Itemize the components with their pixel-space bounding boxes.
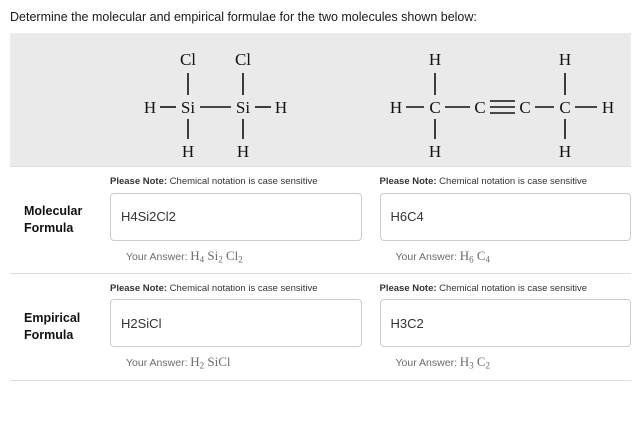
svg-text:C: C bbox=[474, 98, 486, 118]
svg-text:H: H bbox=[274, 98, 288, 118]
molecular-formula-label-line1: Molecular bbox=[24, 204, 83, 219]
formula-part: Si bbox=[207, 247, 219, 263]
svg-text:H: H bbox=[428, 50, 442, 70]
svg-text:H: H bbox=[428, 142, 442, 162]
formula-part: H bbox=[190, 354, 200, 370]
formula-part: H bbox=[459, 247, 470, 263]
formula-part: Cl bbox=[225, 247, 239, 263]
empirical-formula-label-line1: Empirical bbox=[24, 310, 81, 325]
svg-text:H: H bbox=[558, 142, 572, 162]
note-label: Please Note: bbox=[110, 176, 168, 188]
svg-text:Cl: Cl bbox=[179, 50, 197, 70]
note-label: Please Note: bbox=[379, 176, 437, 188]
your-answer-empirical-right bbox=[380, 354, 632, 370]
empirical-formula-input-right[interactable] bbox=[380, 299, 632, 347]
svg-text:Si: Si bbox=[180, 98, 196, 118]
right-molecule-diagram bbox=[380, 33, 635, 166]
formula-sub: 2 bbox=[485, 360, 491, 371]
note-label: Please Note: bbox=[110, 282, 168, 294]
molecular-formula-row bbox=[10, 166, 631, 274]
formula-sub: 6 bbox=[469, 253, 474, 264]
molecular-formula-label-line2: Formula bbox=[24, 221, 74, 236]
molecular-formula-input-right[interactable] bbox=[380, 193, 632, 241]
svg-text:H: H bbox=[558, 50, 572, 70]
molecular-formula-field-left bbox=[110, 176, 362, 264]
your-answer-molecular-right bbox=[380, 248, 632, 264]
molecular-formula-label bbox=[10, 176, 110, 264]
your-answer-label: Your Answer: bbox=[126, 250, 188, 263]
formula-sub: 4 bbox=[485, 253, 491, 264]
svg-text:Cl: Cl bbox=[234, 50, 252, 70]
case-sensitive-note bbox=[380, 283, 632, 294]
svg-text:H: H bbox=[143, 98, 157, 118]
formula-part: C bbox=[476, 247, 486, 263]
svg-text:H: H bbox=[389, 98, 403, 118]
empirical-formula-row bbox=[10, 274, 631, 381]
formula-sub: 4 bbox=[199, 253, 205, 264]
page-title: Determine the molecular and empirical formulae for the two molecules shown below: bbox=[10, 10, 477, 24]
svg-text:Si: Si bbox=[235, 98, 251, 118]
empirical-formula-label bbox=[10, 283, 110, 371]
formula-sub: 2 bbox=[199, 360, 205, 371]
formula-sub: 2 bbox=[218, 253, 223, 264]
note-text: Chemical notation is case sensitive bbox=[167, 176, 318, 188]
formula-part: SiCl bbox=[207, 354, 231, 370]
your-answer-label: Your Answer: bbox=[126, 357, 188, 370]
formula-sub: 2 bbox=[238, 253, 243, 264]
your-answer-label: Your Answer: bbox=[395, 357, 457, 370]
note-label: Please Note: bbox=[379, 282, 437, 294]
empirical-formula-input-left[interactable] bbox=[110, 299, 362, 347]
answer-rows bbox=[10, 166, 631, 380]
molecular-formula-input-left[interactable] bbox=[110, 193, 362, 241]
molecular-formula-field-right bbox=[380, 176, 632, 264]
formula-part: H bbox=[190, 247, 200, 263]
svg-text:C: C bbox=[559, 98, 571, 118]
svg-text:H: H bbox=[236, 142, 250, 162]
empirical-formula-field-right bbox=[380, 283, 632, 371]
case-sensitive-note bbox=[110, 176, 362, 187]
svg-text:H: H bbox=[601, 98, 615, 118]
your-answer-molecular-left bbox=[110, 248, 362, 264]
case-sensitive-note bbox=[110, 283, 362, 294]
molecule-diagram-panel bbox=[10, 33, 631, 166]
left-molecule-diagram bbox=[140, 33, 330, 166]
empirical-formula-label-line2: Formula bbox=[24, 327, 74, 342]
svg-text:C: C bbox=[429, 98, 441, 118]
your-answer-label: Your Answer: bbox=[395, 250, 457, 263]
formula-part: C bbox=[476, 354, 486, 370]
svg-text:C: C bbox=[519, 98, 531, 118]
empirical-formula-field-left bbox=[110, 283, 362, 371]
case-sensitive-note bbox=[380, 176, 632, 187]
formula-sub: 3 bbox=[469, 360, 474, 371]
note-text: Chemical notation is case sensitive bbox=[436, 176, 588, 188]
note-text: Chemical notation is case sensitive bbox=[436, 282, 588, 294]
your-answer-empirical-left bbox=[110, 354, 362, 370]
formula-part: H bbox=[459, 354, 470, 370]
note-text: Chemical notation is case sensitive bbox=[167, 282, 318, 294]
svg-text:H: H bbox=[181, 142, 195, 162]
